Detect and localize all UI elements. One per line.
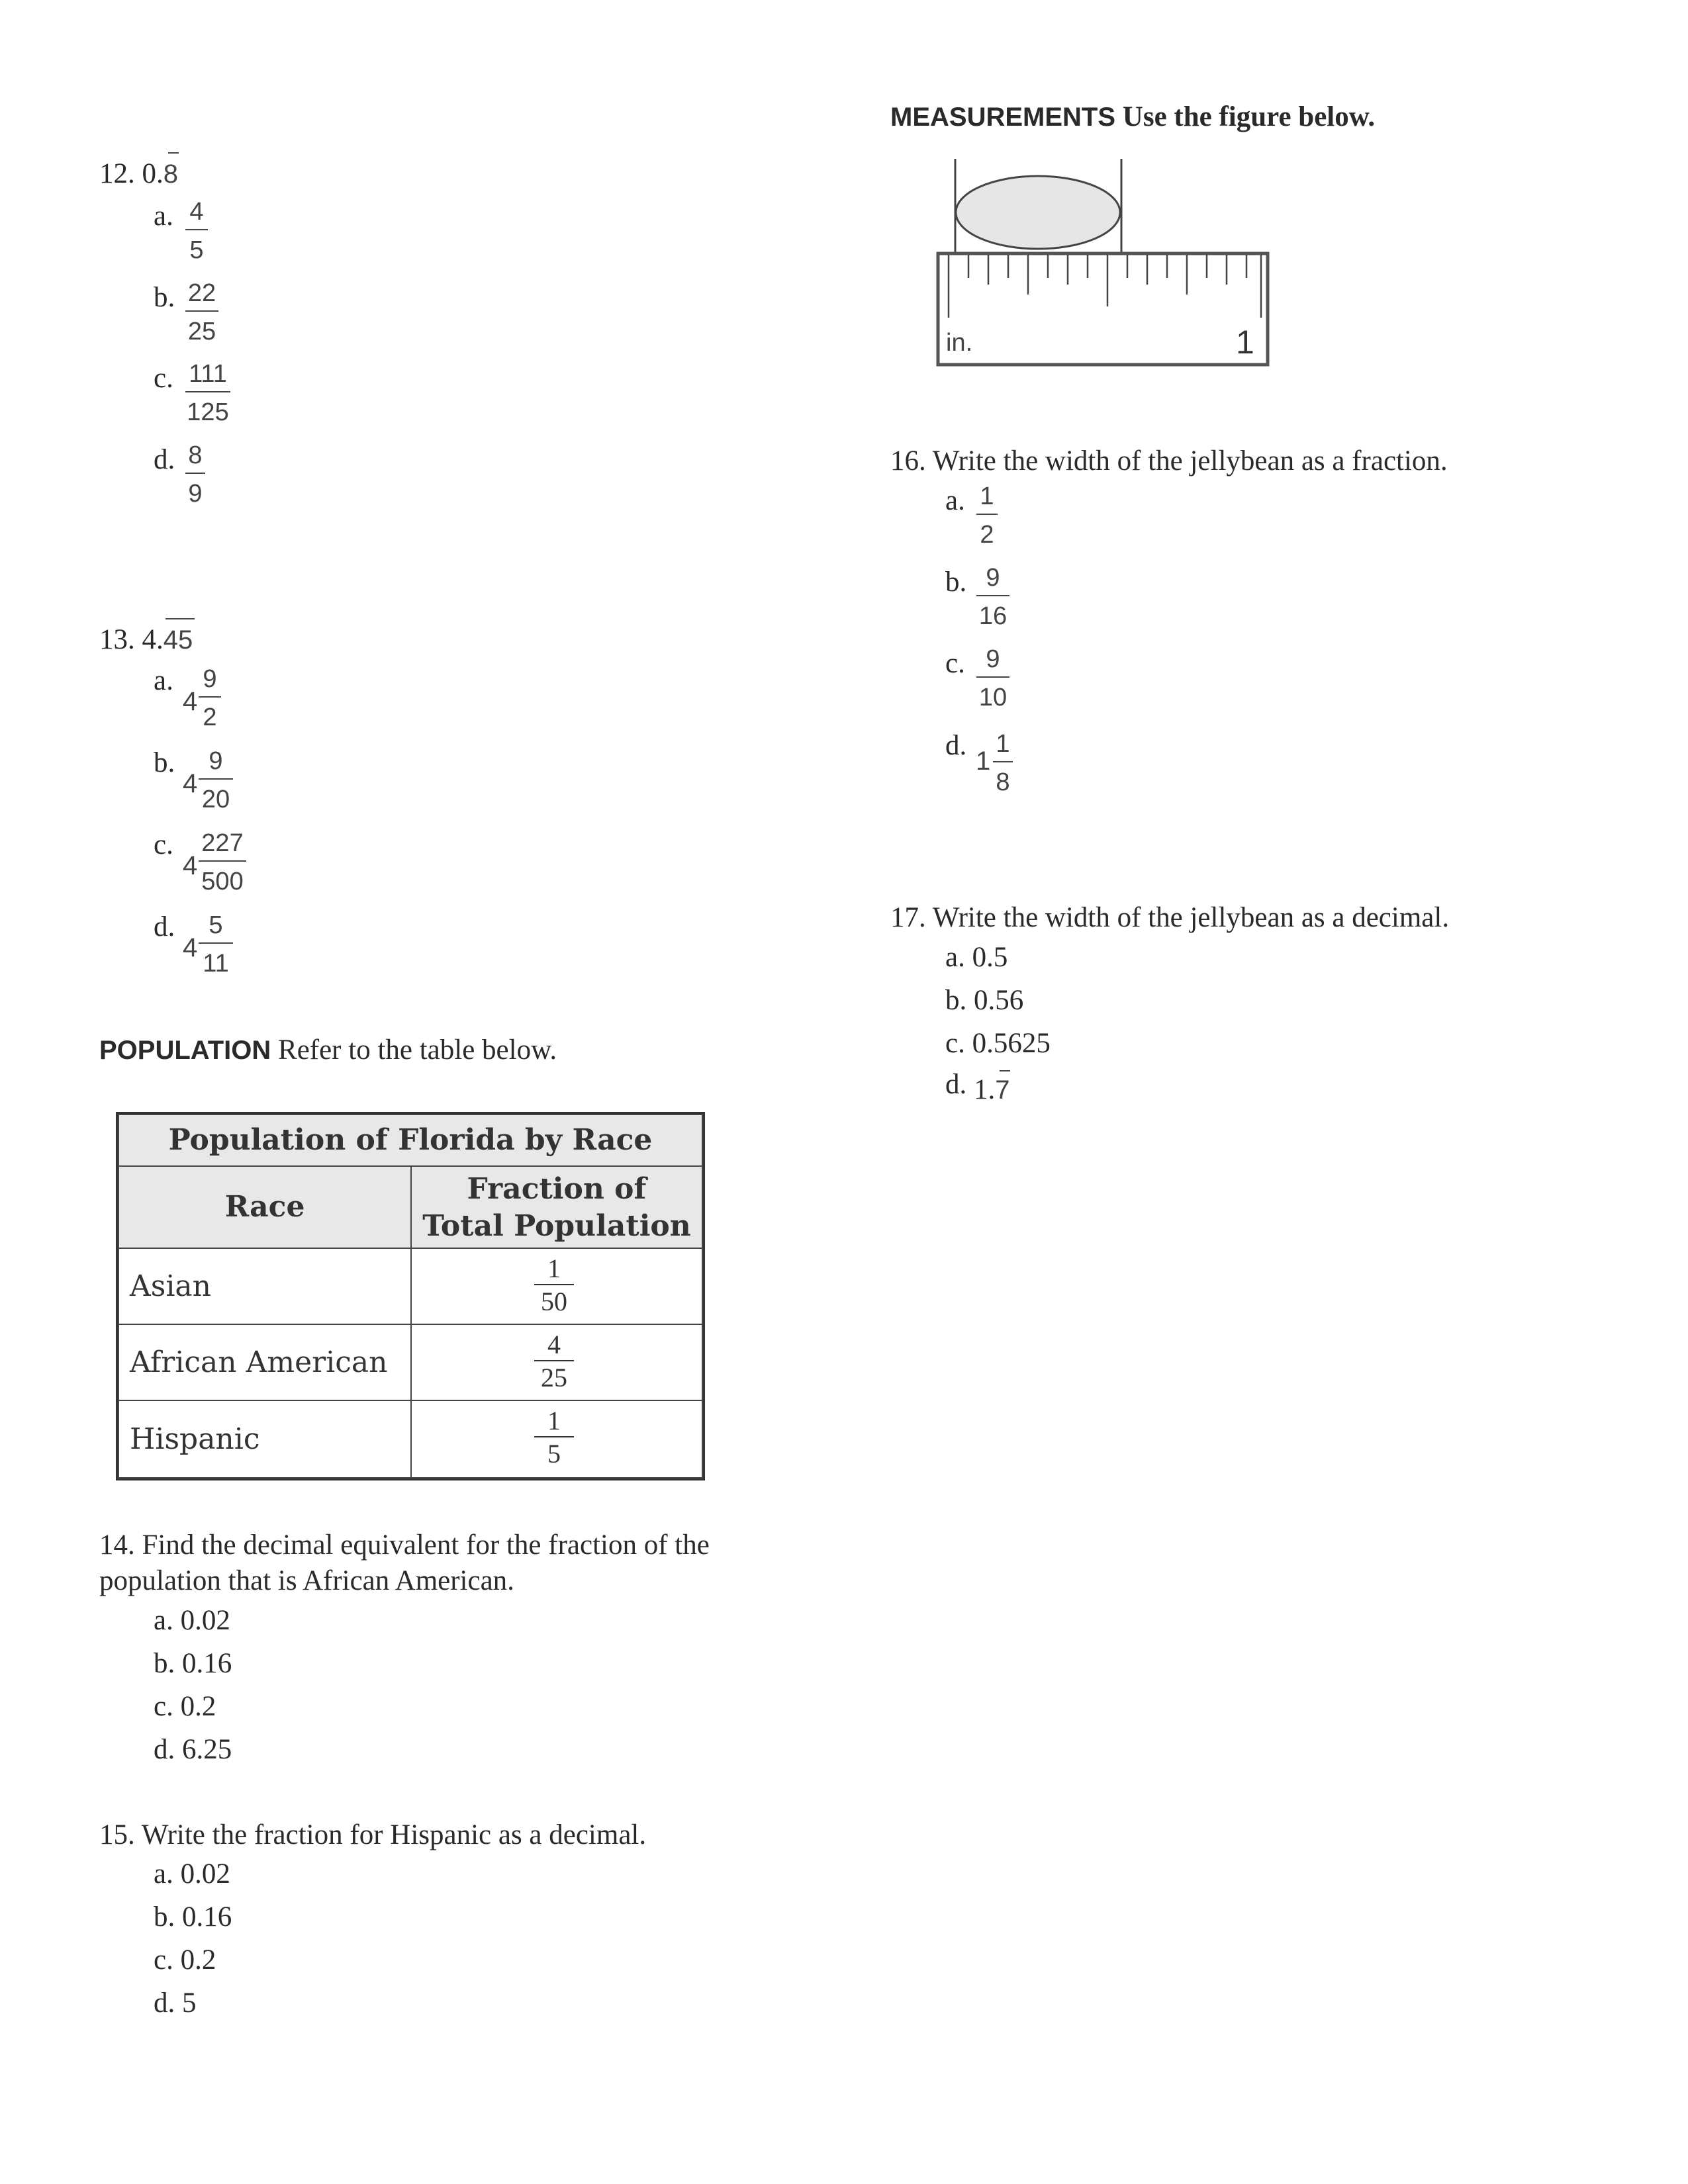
q16-option-a-letter[interactable]: a. — [945, 485, 965, 516]
q13-option-c-letter[interactable]: c. — [154, 829, 173, 860]
q13-label: 13. 4. — [99, 624, 164, 655]
denominator: 50 — [541, 1287, 567, 1316]
q14-stem-line1: 14. Find the decimal equivalent for the fraction of the — [99, 1529, 710, 1561]
numerator: 9 — [203, 665, 217, 693]
denominator: 5 — [189, 236, 204, 264]
table-row-fraction — [410, 1248, 703, 1325]
jellybean-shape — [956, 176, 1120, 249]
fraction-bar — [534, 1360, 574, 1361]
q16-option-c-fraction[interactable] — [976, 643, 1009, 713]
denominator: 9 — [188, 480, 203, 508]
fraction-value — [534, 1330, 574, 1392]
q12-option-c-letter[interactable]: c. — [154, 363, 173, 394]
table-row-race — [118, 1248, 412, 1325]
jellybean-ruler-svg — [930, 156, 1274, 374]
q14-option-b[interactable]: b. 0.16 — [154, 1648, 232, 1679]
numerator: 4 — [189, 198, 204, 226]
ruler-unit-label: in. — [946, 329, 973, 357]
population-table — [116, 1112, 705, 1480]
q17-option-d-letter: d. — [945, 1069, 967, 1100]
q12-option-d-letter[interactable]: d. — [154, 444, 175, 475]
table-col-fraction — [410, 1165, 703, 1249]
q12-option-c-fraction[interactable] — [185, 358, 230, 428]
ruler-figure — [930, 156, 1274, 374]
q13-option-c-whole: 4 — [183, 851, 198, 880]
fraction-bar — [185, 229, 208, 230]
fraction-bar — [534, 1436, 574, 1437]
numerator: 4 — [547, 1330, 561, 1359]
table-col-race — [118, 1165, 412, 1249]
numerator: 1 — [547, 1253, 561, 1283]
numerator: 1 — [996, 730, 1010, 758]
denominator: 500 — [201, 868, 244, 895]
q17-option-d-repeat-digit: 7 — [995, 1075, 1010, 1105]
table-title — [118, 1114, 703, 1167]
population-heading — [99, 1032, 557, 1074]
ruler-end-label: 1 — [1236, 324, 1254, 361]
q16-option-b-fraction[interactable] — [976, 562, 1009, 632]
table-title-text: Population of Florida by Race — [168, 1123, 653, 1157]
numerator: 22 — [187, 279, 216, 307]
race-label: Asian — [130, 1269, 211, 1303]
denominator: 20 — [201, 786, 230, 813]
q17-option-d-prefix: 1. — [974, 1074, 996, 1105]
numerator: 8 — [188, 441, 203, 469]
numerator: 9 — [209, 747, 223, 775]
q15-option-a[interactable]: a. 0.02 — [154, 1858, 230, 1889]
fraction-bar — [185, 391, 230, 392]
race-label: Hispanic — [130, 1422, 260, 1456]
fraction-bar — [993, 761, 1013, 762]
numerator: 9 — [986, 645, 1000, 673]
q12-repeat-bar — [168, 152, 179, 154]
population-heading-bold: POPULATION — [99, 1036, 271, 1065]
q15-option-d[interactable]: d. 5 — [154, 1987, 197, 2019]
numerator: 227 — [201, 829, 244, 857]
fraction-bar — [976, 676, 1009, 678]
fraction-bar — [199, 942, 233, 944]
q16-option-b-letter[interactable]: b. — [945, 567, 967, 598]
race-label: African American — [130, 1345, 388, 1379]
q17-option-a[interactable]: a. 0.5 — [945, 942, 1008, 973]
denominator: 125 — [187, 398, 229, 426]
q13-option-a-letter[interactable]: a. — [154, 665, 173, 696]
q15-option-c[interactable]: c. 0.2 — [154, 1944, 216, 1976]
fraction-bar — [199, 778, 233, 780]
table-col-fraction-line2: Total Population — [422, 1209, 691, 1243]
q13-option-d-letter[interactable]: d. — [154, 911, 175, 942]
fraction-value — [534, 1406, 574, 1469]
measurements-heading-text: Use the figure below. — [1115, 101, 1376, 132]
q14-stem-line2: population that is African American. — [99, 1565, 514, 1596]
ruler-body — [938, 253, 1268, 365]
q17-repeat-bar — [1000, 1070, 1010, 1071]
q13-option-a-fraction[interactable] — [199, 663, 221, 733]
fraction-bar — [534, 1284, 574, 1285]
table-row-fraction — [410, 1324, 703, 1401]
denominator: 2 — [203, 704, 217, 731]
q17-stem: 17. Write the width of the jellybean as a decimal. — [890, 902, 1450, 933]
denominator: 2 — [980, 521, 994, 549]
numerator: 111 — [189, 360, 227, 388]
numerator: 9 — [986, 564, 1000, 592]
fraction-bar — [976, 514, 998, 515]
denominator: 11 — [203, 950, 229, 978]
fraction-bar — [199, 696, 221, 698]
q14-option-c[interactable]: c. 0.2 — [154, 1691, 216, 1722]
table-col-race-text: Race — [224, 1190, 305, 1224]
q15-stem: 15. Write the fraction for Hispanic as a decimal. — [99, 1819, 647, 1850]
q14-option-d[interactable]: d. 6.25 — [154, 1734, 232, 1765]
q12-stem — [99, 156, 178, 192]
q12-repeat-digit: 8 — [163, 159, 178, 189]
q17-option-d[interactable] — [945, 1067, 1010, 1103]
table-col-fraction-line1: Fraction of — [467, 1172, 647, 1206]
q17-option-b[interactable]: b. 0.56 — [945, 985, 1024, 1016]
numerator: 1 — [980, 482, 994, 510]
q13-option-b-letter[interactable]: b. — [154, 747, 175, 778]
q15-option-b[interactable]: b. 0.16 — [154, 1901, 232, 1933]
denominator: 25 — [187, 318, 216, 345]
denominator: 5 — [547, 1439, 561, 1469]
q16-option-c-letter[interactable]: c. — [945, 648, 965, 679]
denominator: 10 — [978, 684, 1008, 711]
numerator: 1 — [547, 1406, 561, 1435]
q17-option-c[interactable]: c. 0.5625 — [945, 1028, 1051, 1059]
denominator: 25 — [541, 1363, 567, 1392]
q12-option-b-fraction[interactable] — [185, 277, 218, 347]
q16-option-d-whole: 1 — [976, 747, 991, 776]
q13-stem — [99, 622, 193, 658]
q13-repeat-digits: 45 — [163, 625, 193, 655]
denominator: 16 — [978, 602, 1008, 630]
q12-label: 12. 0. — [99, 158, 164, 189]
fraction-bar — [185, 310, 218, 312]
q13-repeat-bar — [165, 618, 195, 619]
q12-option-b-letter[interactable]: b. — [154, 282, 175, 313]
q16-option-d-fraction[interactable] — [993, 728, 1013, 798]
q16-option-d-letter[interactable]: d. — [945, 730, 967, 761]
measurements-heading-bold: MEASUREMENTS — [890, 103, 1116, 132]
measurements-heading — [890, 99, 1375, 141]
fraction-bar — [185, 473, 205, 474]
q16-option-a-fraction[interactable] — [976, 480, 998, 551]
population-heading-text: Refer to the table below. — [271, 1034, 557, 1066]
fraction-bar — [976, 595, 1009, 596]
q13-option-a-whole: 4 — [183, 687, 198, 716]
table-row-race — [118, 1324, 412, 1401]
q13-option-d-whole: 4 — [183, 933, 198, 962]
table-row-race — [118, 1400, 412, 1479]
q13-option-c-fraction[interactable] — [199, 827, 246, 897]
numerator: 5 — [209, 911, 223, 939]
q12-option-a-letter[interactable]: a. — [154, 201, 173, 232]
q14-option-a[interactable]: a. 0.02 — [154, 1605, 230, 1636]
q13-option-b-whole: 4 — [183, 769, 198, 798]
q13-option-b-fraction[interactable] — [199, 745, 233, 815]
q12-option-d-fraction[interactable] — [185, 439, 205, 510]
denominator: 8 — [996, 768, 1010, 796]
table-row-fraction — [410, 1400, 703, 1479]
q16-stem: 16. Write the width of the jellybean as a fraction. — [890, 445, 1448, 477]
q13-option-d-fraction[interactable] — [199, 909, 233, 979]
fraction-bar — [199, 860, 246, 862]
q12-option-a-fraction[interactable] — [185, 196, 208, 266]
fraction-value — [534, 1254, 574, 1316]
